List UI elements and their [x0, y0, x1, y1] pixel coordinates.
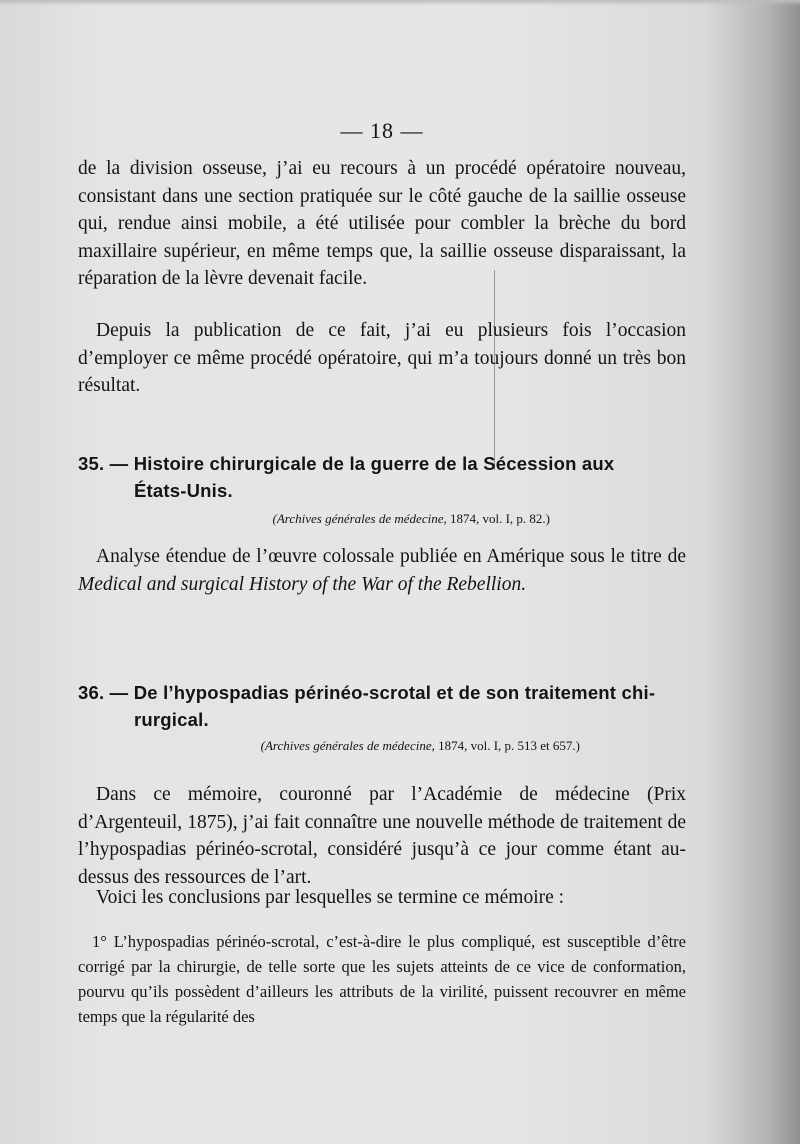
page-top-edge — [0, 0, 800, 6]
section-36-reference — [78, 737, 580, 755]
section-35-body-italic-title: Medical and surgical History of the War of the Rebellion. — [78, 573, 527, 595]
section-36-paragraph-1: Dans ce mémoire, couronné par l’Académie de médecine (Prix d’Argenteuil, 1875), j’ai fait connaître une nouvelle méthode de traitement de l’hypospadias périnéo-scrotal, considéré jusqu’à ce jour comme étant au-dessus des ressources de l’art. — [78, 784, 686, 888]
section-36-paragraph-2: Voici les conclusions par lesquelles se termine ce mémoire : — [96, 887, 565, 908]
section-35-body-start: Analyse étendue de l’œuvre colossale publiée en Amérique sous le titre de — [96, 546, 686, 567]
page-number: — 18 — — [340, 118, 424, 143]
section-35-title-line-1: Histoire chirurgicale de la guerre de la Sécession aux — [133, 453, 615, 474]
section-35-number: 35. — — [78, 453, 129, 474]
section-36-ref-details: 1874, vol. I, p. 513 et 657.) — [438, 738, 580, 753]
section-36-title-line-2: rurgical. — [134, 709, 209, 730]
section-35-title-line-2: États-Unis. — [134, 480, 233, 501]
section-35-body — [78, 543, 686, 598]
section-35-reference — [78, 510, 550, 528]
section-36-number: 36. — — [78, 682, 129, 703]
section-36-conclusion-1: 1° L’hypospadias périnéo-scrotal, c’est-à-dire le plus compliqué, est susceptible d’être corrigé par la chirurgie, de telle sorte que les sujets atteints de ce vice de conformation, pourvu qu’ils possèdent d’ailleurs les attributs de la virilité, puissent recouvrer en même temps que la régularité des — [78, 932, 686, 1026]
paragraph-publication: Depuis la publication de ce fait, j’ai eu plusieurs fois l’occasion d’employer ce même procédé opératoire, qui m’a toujours donné un très bon résultat. — [78, 320, 686, 396]
section-35-ref-journal: (Archives générales de médecine, — [272, 511, 447, 526]
section-35-ref-details: 1874, vol. I, p. 82.) — [449, 511, 550, 526]
section-35-heading — [78, 450, 693, 504]
section-36-title-line-1: De l’hypospadias périnéo-scrotal et de son traitement chi- — [133, 682, 656, 703]
section-36-ref-journal: (Archives générales de médecine, — [260, 738, 435, 753]
section-36-heading — [78, 679, 693, 733]
paragraph-continued: de la division osseuse, j’ai eu recours à un procédé opératoire nouveau, consistant dans une section pratiquée sur le côté gauche de la saillie osseuse qui, rendue ainsi mobile, a été utilisée pour combler la brèche du bord maxillaire supérieur, en même temps que, la saillie osseuse disparaissant, la réparation de la lèvre devenait facile. — [78, 158, 686, 289]
